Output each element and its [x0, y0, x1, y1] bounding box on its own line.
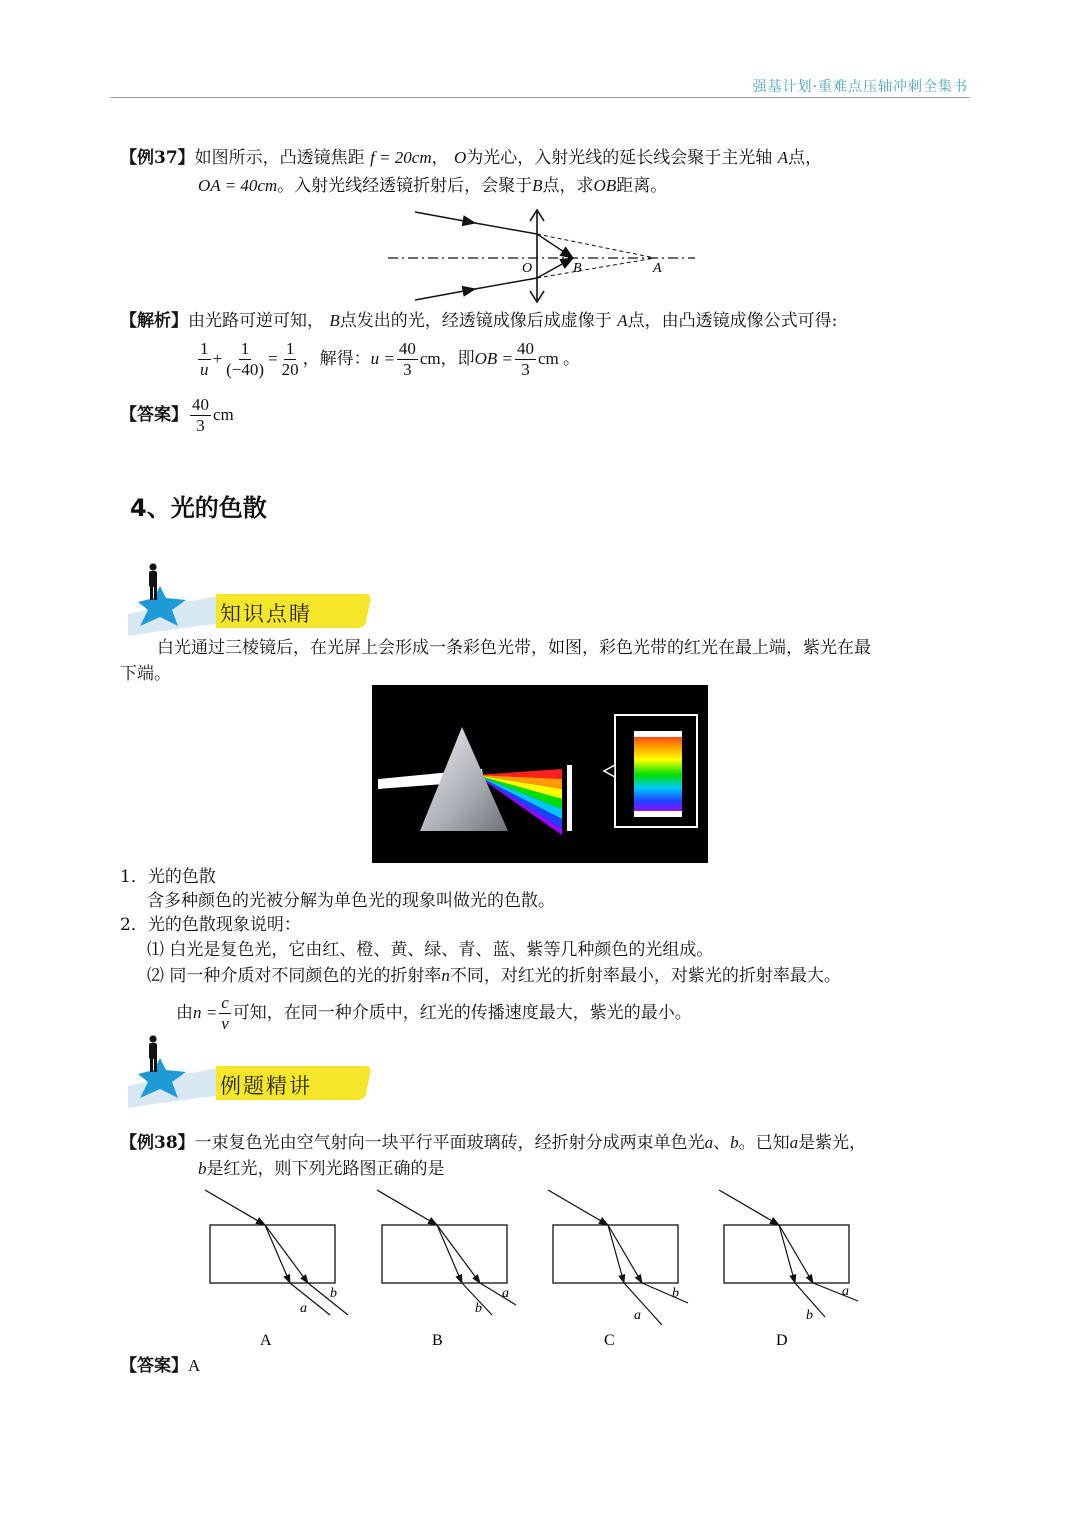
option-a-label: A: [260, 1332, 272, 1349]
option-c-label: C: [604, 1332, 615, 1349]
option-c-diagram: [548, 1190, 688, 1349]
list-line-3: 由 n = $\frac{c}{v}$ 可知，在同一种介质中，红光的传播速度最大，紫光的最小。: [176, 992, 692, 1033]
banner-knowledge-text: 知识点睛: [220, 602, 312, 626]
intro-line2: 下端。: [120, 664, 171, 684]
lens-diagram: [380, 206, 710, 306]
intro-line1: 白光通过三棱镜后，在光屏上会形成一条彩色光带，如图，彩色光带的红光在最上端，紫光在最: [157, 638, 871, 658]
header-title: 强基计划·重难点压轴冲刺全集书: [752, 79, 968, 95]
person-icon: [149, 1035, 157, 1072]
incident-ray-upper: [415, 212, 475, 223]
list-item-2: 2．光的色散现象说明：: [120, 915, 301, 935]
list-item-1-desc: 含多种颜色的光被分解为单色光的现象叫做光的色散。: [147, 891, 555, 911]
ex37-line1: 【例37】如图所示，凸透镜焦距 f = 20cm， O为光心，入射光线的延长线会聚于主光轴 A点，: [120, 148, 823, 168]
label-A: A: [653, 261, 662, 276]
option-b-diagram: [377, 1190, 516, 1349]
list-item-1: 1．光的色散: [120, 867, 216, 887]
svg-text:b: b: [475, 1301, 482, 1316]
banner-knowledge: [120, 562, 380, 642]
svg-text:b: b: [330, 1286, 337, 1301]
svg-text:a: a: [842, 1284, 849, 1299]
option-d-label: D: [776, 1332, 788, 1349]
screen: [567, 765, 572, 831]
svg-text:a: a: [634, 1308, 641, 1323]
ex38-line1: 【例38】一束复色光由空气射向一块平行平面玻璃砖，经折射分成两束单色光a、b。已知a是紫光，: [120, 1133, 867, 1153]
ex38-line2: b是红光，则下列光路图正确的是: [198, 1159, 445, 1179]
solution-label: 【解析】: [120, 311, 188, 331]
answer38: 【答案】A: [120, 1356, 201, 1376]
answer37: 【答案】 $\frac{40}{3}$ cm: [120, 394, 234, 435]
svg-text:b: b: [672, 1286, 679, 1301]
svg-text:b: b: [806, 1308, 813, 1323]
solution37-line1: 【解析】由光路可逆可知， B点发出的光，经透镜成像后成虚像于 A点，由凸透镜成像公式可得:: [120, 311, 838, 331]
ex37-line2: OA = 40cm。入射光线经透镜折射后，会聚于B点，求OB距离。: [198, 176, 668, 196]
lens-formula: $\frac{1}{u}$ + $\frac{1}{(-40)}$ = $\frac{1}{20}$ ，解得： u = $\frac{40}{3}$ cm， 即 OB = $\frac{40}{3}$ cm 。: [200, 338, 581, 379]
refracted-ray-upper: [537, 234, 573, 258]
option-b-label: B: [432, 1332, 443, 1349]
list-sub-2: ⑵ 同一种介质对不同颜色的光的折射率n不同，对红光的折射率最小，对紫光的折射率最大。: [147, 966, 841, 986]
banner-examples: [120, 1034, 380, 1114]
spectrum-band: [634, 731, 682, 815]
svg-text:a: a: [300, 1301, 307, 1316]
header-divider: [110, 97, 970, 98]
person-icon: [149, 563, 157, 600]
answer-label: 【答案】: [120, 405, 188, 425]
banner-examples-text: 例题精讲: [220, 1074, 312, 1098]
ex37-label: 【例37】: [120, 148, 195, 168]
incident-ray-lower: [415, 289, 475, 300]
prism-dispersion-figure: [372, 685, 708, 863]
focal-length: f = 20cm: [370, 148, 432, 167]
section-title: 4、光的色散: [130, 494, 267, 522]
options-figure: [190, 1185, 880, 1355]
label-B: B: [573, 261, 582, 276]
ex38-label: 【例38】: [120, 1133, 195, 1153]
refracted-ray-lower: [537, 258, 573, 278]
svg-text:a: a: [502, 1286, 509, 1301]
option-d-diagram: [719, 1190, 858, 1349]
option-a-diagram: [205, 1190, 348, 1349]
answer38-value: A: [188, 1356, 201, 1375]
list-sub-1: ⑴ 白光是复色光，它由红、橙、黄、绿、青、蓝、紫等几种颜色的光组成。: [147, 940, 714, 960]
label-O: O: [522, 261, 533, 276]
